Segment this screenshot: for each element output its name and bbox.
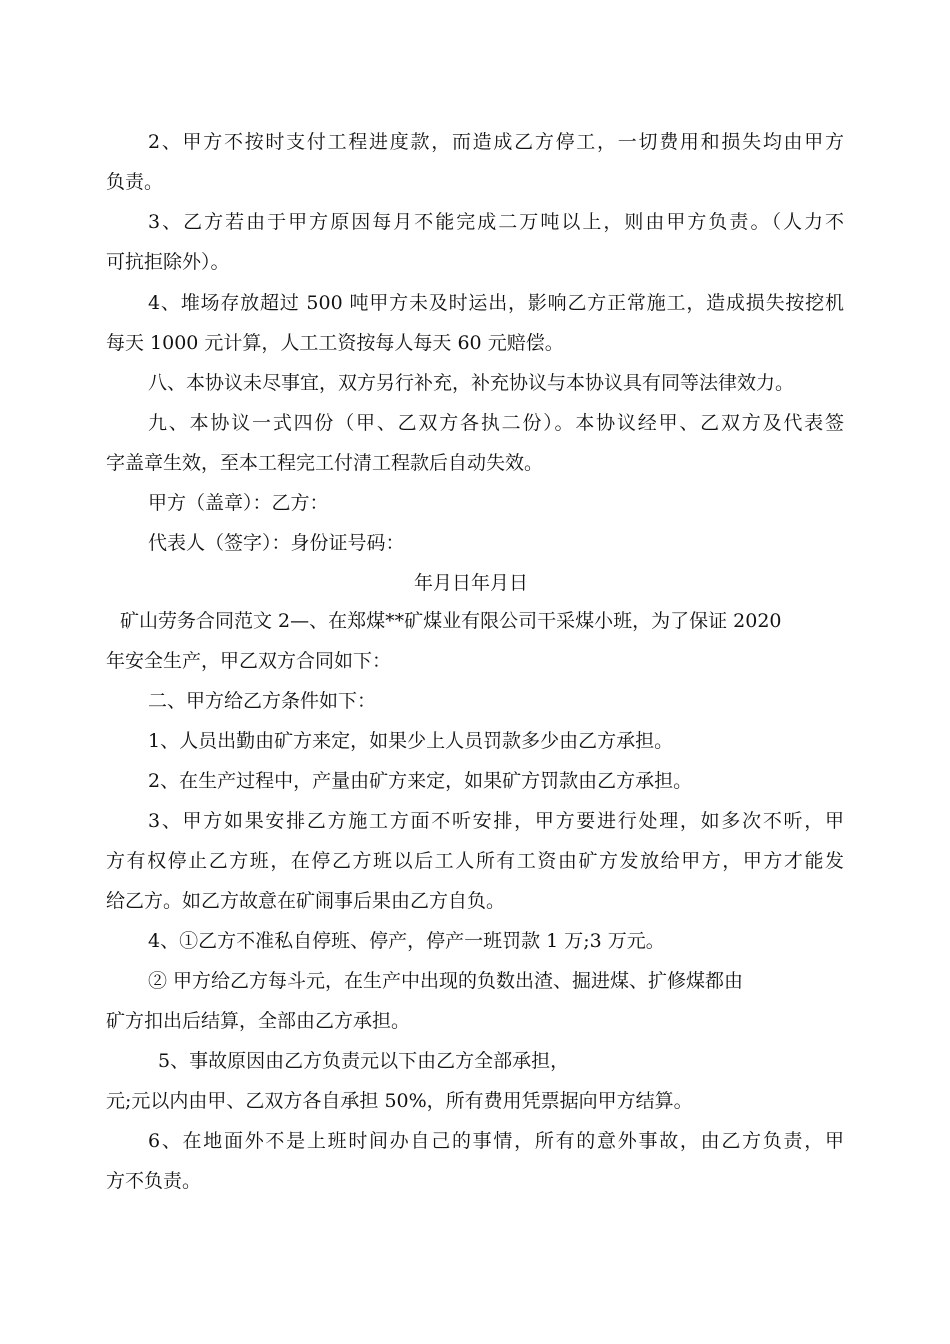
paragraph-line: 5、事故原因由乙方负责元以下由乙方全部承担， bbox=[158, 1050, 570, 1072]
paragraph-line: 3、甲方如果安排乙方施工方面不听安排，甲方要进行处理，如多次不听，甲 bbox=[148, 810, 844, 832]
paragraph-line: 2、在生产过程中，产量由矿方来定，如果矿方罚款由乙方承担。 bbox=[148, 770, 693, 792]
paragraph-line: 八、本协议未尽事宜，双方另行补充，补充协议与本协议具有同等法律效力。 bbox=[148, 372, 795, 394]
paragraph-line: 二、甲方给乙方条件如下： bbox=[148, 690, 377, 712]
paragraph-line: 矿方扣出后结算，全部由乙方承担。 bbox=[106, 1010, 411, 1032]
paragraph-line: 方有权停止乙方班，在停乙方班以后工人所有工资由矿方发放给甲方，甲方才能发 bbox=[106, 850, 844, 872]
date-line: 年月日年月日 bbox=[414, 572, 529, 594]
paragraph-line: 元;元以内由甲、乙双方各自承担 50%，所有费用凭票据向甲方结算。 bbox=[106, 1090, 693, 1112]
signature-party-line: 甲方（盖章）：乙方： bbox=[148, 492, 329, 514]
paragraph-line: 给乙方。如乙方故意在矿闹事后果由乙方自负。 bbox=[106, 890, 506, 912]
section-heading: 矿山劳务合同范文 2—、在郑煤**矿煤业有限公司干采煤小班，为了保证 2020 bbox=[120, 610, 782, 632]
paragraph-line: 4、①乙方不准私自停班、停产，停产一班罚款 1 万;3 万元。 bbox=[148, 930, 665, 952]
paragraph-line: 6、在地面外不是上班时间办自己的事情，所有的意外事故，由乙方负责，甲 bbox=[148, 1130, 844, 1152]
paragraph-line: ② 甲方给乙方每斗元，在生产中出现的负数出渣、掘进煤、扩修煤都由 bbox=[148, 970, 744, 992]
paragraph-line: 3、乙方若由于甲方原因每月不能完成二万吨以上，则由甲方负责。（人力不 bbox=[148, 211, 844, 233]
paragraph-line: 每天 1000 元计算，人工工资按每人每天 60 元赔偿。 bbox=[106, 332, 564, 354]
paragraph-line: 1、人员出勤由矿方来定，如果少上人员罚款多少由乙方承担。 bbox=[148, 730, 674, 752]
signature-representative-line: 代表人（签字）：身份证号码： bbox=[148, 532, 405, 554]
paragraph-line: 九、本协议一式四份（甲、乙双方各执二份）。本协议经甲、乙双方及代表签 bbox=[148, 412, 844, 434]
paragraph-line: 年安全生产，甲乙双方合同如下： bbox=[106, 650, 392, 672]
paragraph-line: 2、甲方不按时支付工程进度款，而造成乙方停工，一切费用和损失均由甲方 bbox=[148, 131, 844, 153]
paragraph-line: 4、堆场存放超过 500 吨甲方未及时运出，影响乙方正常施工，造成损失按挖机 bbox=[148, 292, 844, 314]
paragraph-line: 负责。 bbox=[106, 171, 164, 193]
paragraph-line: 方不负责。 bbox=[106, 1170, 202, 1192]
paragraph-line: 可抗拒除外）。 bbox=[106, 251, 230, 273]
paragraph-line: 字盖章生效，至本工程完工付清工程款后自动失效。 bbox=[106, 452, 544, 474]
